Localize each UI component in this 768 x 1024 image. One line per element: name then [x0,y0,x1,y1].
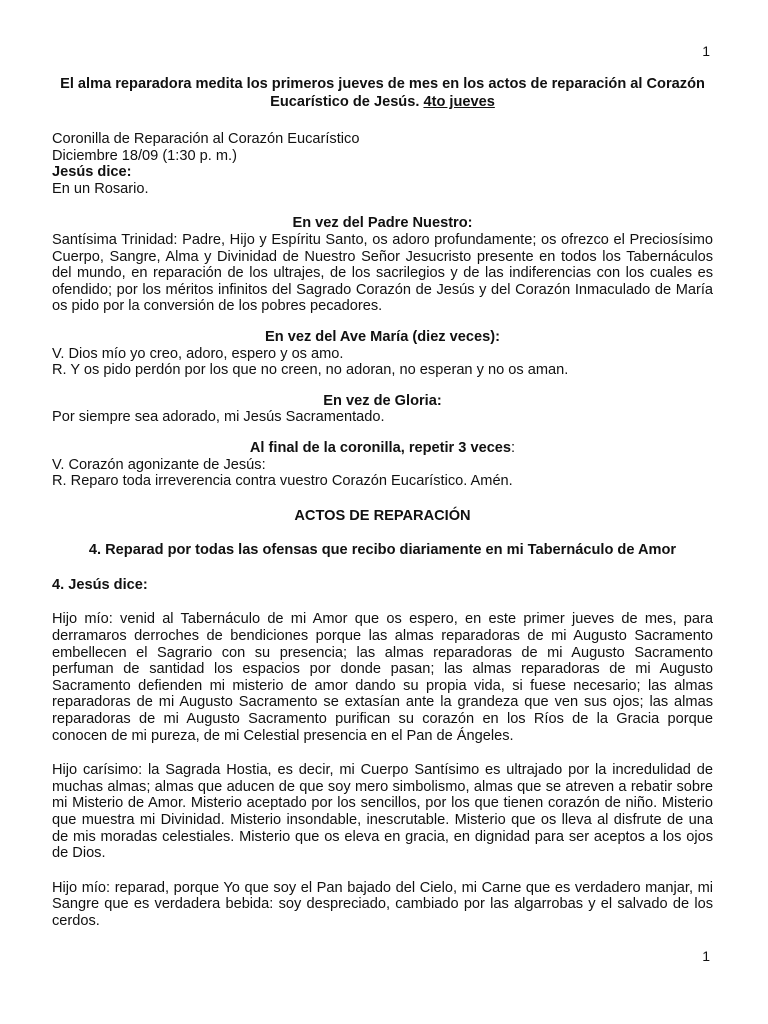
response: R. Y os pido perdón por los que no creen, no adoran, no esperan y no os aman. [52,362,569,379]
section-gloria [52,393,713,426]
acto-4-heading: 4. Reparad por todas las ofensas que recibo diariamente en mi Tabernáculo de Amor [88,542,677,559]
actos-heading: ACTOS DE REPARACIÓN [294,507,471,524]
paragraph-1: Hijo mío: venid al Tabernáculo de mi Amor que os espero, en este primer jueves de mes, para derramaros derroches de bendiciones porque las almas reparadoras de mi Augusto Sacramento embellecen el Sagrario con su presencia; las almas reparadoras de mi Augusto Sacramento perfuman de santidad los espacios por donde pasan; las almas reparadoras de mi Augusto Sacramento defienden mi misterio de amor dando su propia vida, si fuese necesario; las almas reparadoras de mi Augusto Sacramento se extasían ante la grandeza que ven sus ojos; las almas reparadoras de mi Augusto Sacramento purifican su corazón en los Ríos de la Gracia porque conocen de mi pureza, de mi Celestial presencia en el Pan de Ángeles. [52,611,713,744]
intro-block [52,131,713,197]
paragraph-2: Hijo carísimo: la Sagrada Hostia, es decir, mi Cuerpo Santísimo es ultrajado por la incredulidad de muchas almas; almas que aducen de que soy mero simbolismo, almas que se atreven a rebatir sobre mi Misterio de Amor. Misterio aceptado por los sencillos, por los que tienen corazón de niño. Misterio que muestra mi Divinidad. Misterio insondable, inescrutable. Misterio que os lleva al disfrute de una de mis moradas celestiales. Misterio que os eleva en gracia, en dignidad para ser aceptos a los ojos de Dios. [52,762,713,862]
intro-line-2: Diciembre 18/09 (1:30 p. m.) [52,147,237,164]
document-body [52,75,713,930]
intro-line-4: En un Rosario. [52,180,149,197]
section-heading-colon: : [511,439,516,456]
page-number-bottom: 1 [702,948,710,964]
section-heading: En vez del Padre Nuestro: [292,215,473,232]
document-title [52,75,713,111]
page-number-top: 1 [702,43,710,59]
section-heading-text: Al final de la coronilla, repetir 3 veces [249,439,512,456]
section-heading [52,440,713,457]
jesus-dice-heading: 4. Jesús dice: [52,576,148,593]
response: R. Reparo toda irreverencia contra vuestro Corazón Eucarístico. Amén. [52,473,513,490]
section-ave-maria [52,329,713,379]
section-text: Por siempre sea adorado, mi Jesús Sacramentado. [52,409,385,426]
section-final [52,440,713,490]
section-padre-nuestro [52,215,713,315]
section-heading: En vez de Gloria: [323,392,442,409]
title-underlined: 4to jueves [423,94,495,110]
intro-line-1: Coronilla de Reparación al Corazón Eucarístico [52,131,360,147]
title-main: El alma reparadora medita los primeros jueves de mes en los actos de reparación al Corazón Eucarístico de Jesús. [60,76,705,110]
paragraph-3: Hijo mío: reparad, porque Yo que soy el Pan bajado del Cielo, mi Carne que es verdadero manjar, mi Sangre que es verdadera bebida: soy despreciado, cambiado por las algarrobas y el salvado de los cerdos. [52,879,713,929]
intro-line-3: Jesús dice: [52,164,132,181]
section-heading: En vez del Ave María (diez veces): [265,328,500,345]
section-text: Santísima Trinidad: Padre, Hijo y Espíritu Santo, os adoro profundamente; os ofrezco el Preciosísimo Cuerpo, Sangre, Alma y Divinidad de Nuestro Señor Jesucristo presente en todos los Tabernáculos del mundo, en reparación de los ultrajes, de los sacrilegios y de las indiferencias con los cuales es ofendido; por los méritos infinitos del Sagrado Corazón de Jesús y del Corazón Inmaculado de María os pido por la conversión de los pobres pecadores. [52,231,713,315]
versicle: V. Dios mío yo creo, adoro, espero y os amo. [52,345,344,362]
versicle: V. Corazón agonizante de Jesús: [52,456,266,473]
